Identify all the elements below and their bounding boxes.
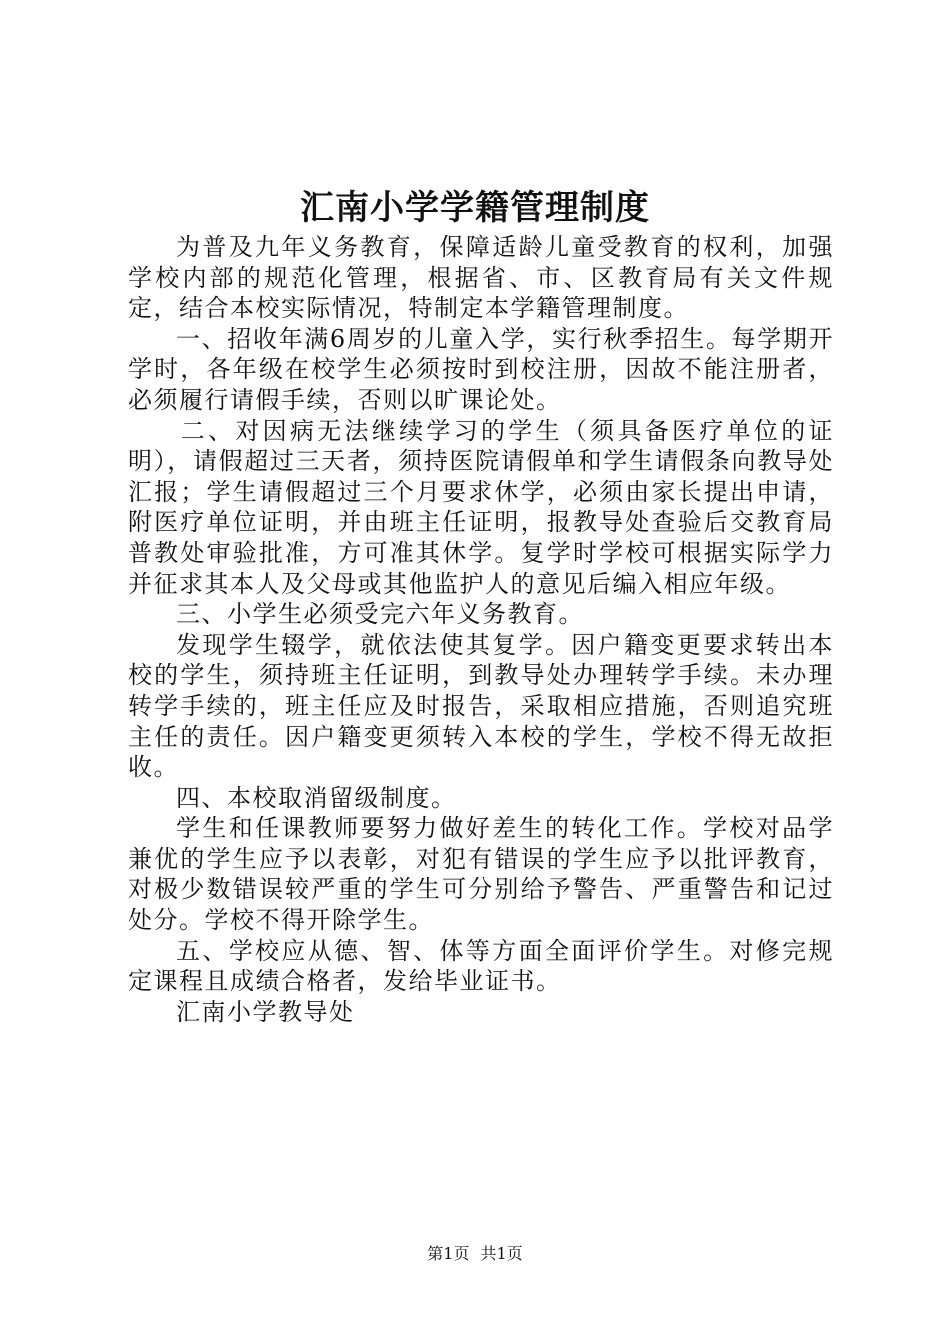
document-body bbox=[128, 232, 834, 1027]
page-number: 第1页 bbox=[427, 1244, 470, 1263]
document-title: 汇南小学学籍管理制度 bbox=[300, 188, 650, 228]
signature-line: 汇南小学教导处 bbox=[176, 997, 355, 1026]
intro-paragraph: 为普及九年义务教育，保障适龄儿童受教育的权利，加强学校内部的规范化管理，根据省、市、区教育局有关文件规定，结合本校实际情况，特制定本学籍管理制度。 bbox=[128, 233, 834, 323]
clause-4-paragraph: 四、本校取消留级制度。 bbox=[176, 783, 457, 812]
dropout-paragraph: 发现学生辍学，就依法使其复学。因户籍变更要求转出本校的学生，须持班主任证明，到教导处办理转学手续。未办理转学手续的，班主任应及时报告，采取相应措施，否则追究班主任的责任。因户籍变更须转入本校的学生，学校不得无故拒收。 bbox=[128, 630, 834, 782]
page-footer bbox=[0, 1243, 950, 1265]
clause-3-paragraph: 三、小学生必须受完六年义务教育。 bbox=[176, 600, 584, 629]
clause-1-paragraph: 一、招收年满6周岁的儿童入学，实行秋季招生。每学期开学时，各年级在校学生必须按时到校注册，因故不能注册者，必须履行请假手续，否则以旷课论处。 bbox=[128, 324, 834, 414]
clause-2-paragraph: 二、对因病无法继续学习的学生（须具备医疗单位的证明），请假超过三天者，须持医院请假单和学生请假条向教导处汇报；学生请假超过三个月要求休学，必须由家长提出申请，附医疗单位证明，并由班主任证明，报教导处查验后交教育局普教处审验批准，方可准其休学。复学时学校可根据实际学力并征求其本人及父母或其他监护人的意见后编入相应年级。 bbox=[128, 416, 834, 598]
conversion-paragraph: 学生和任课教师要努力做好差生的转化工作。学校对品学兼优的学生应予以表彰，对犯有错误的学生应予以批评教育，对极少数错误较严重的学生可分别给予警告、严重警告和记过处分。学校不得开除学生。 bbox=[128, 814, 834, 935]
page-total: 共1页 bbox=[480, 1244, 523, 1263]
clause-5-paragraph: 五、学校应从德、智、体等方面全面评价学生。对修完规定课程且成绩合格者，发给毕业证书。 bbox=[128, 936, 834, 996]
